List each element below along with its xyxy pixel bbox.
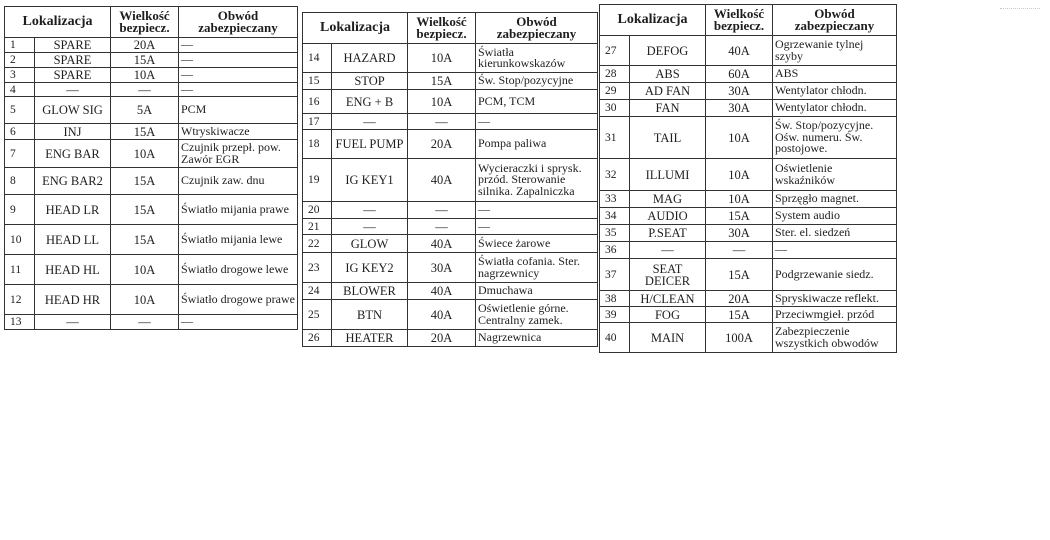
fuse-size: 15A bbox=[706, 208, 773, 225]
fuse-circuit: Wentylator chłodn. bbox=[773, 100, 897, 117]
fuse-number: 3 bbox=[5, 68, 35, 83]
fuse-number: 5 bbox=[5, 97, 35, 124]
fuse-circuit: Dmuchawa bbox=[476, 283, 598, 300]
fuse-row bbox=[303, 283, 598, 300]
fuse-location: MAG bbox=[630, 191, 706, 208]
header-circuit bbox=[179, 7, 298, 38]
fuse-row bbox=[5, 285, 298, 315]
fuse-size: 40A bbox=[408, 300, 476, 330]
fuse-circuit: Oświetlenie wskaźników bbox=[773, 159, 897, 191]
fuse-size: — bbox=[408, 114, 476, 130]
fuse-row bbox=[5, 225, 298, 255]
fuse-number: 31 bbox=[600, 117, 630, 159]
fuse-row bbox=[303, 159, 598, 202]
fuse-row bbox=[600, 117, 897, 159]
fuse-row bbox=[600, 100, 897, 117]
fuse-number: 40 bbox=[600, 323, 630, 353]
fuse-circuit: Oświetlenie górne. Centralny zamek. bbox=[476, 300, 598, 330]
header-circuit-line2: zabezpieczany bbox=[496, 26, 577, 41]
fuse-number: 4 bbox=[5, 83, 35, 97]
fuse-location: HEAD HL bbox=[35, 255, 111, 285]
fuse-circuit: — bbox=[476, 219, 598, 235]
fuse-circuit: Świece żarowe bbox=[476, 235, 598, 253]
header-location: Lokalizacja bbox=[5, 7, 111, 38]
fuse-number: 21 bbox=[303, 219, 332, 235]
fuse-size: 15A bbox=[111, 53, 179, 68]
fuse-number: 13 bbox=[5, 315, 35, 330]
fuse-size: 10A bbox=[408, 90, 476, 114]
fuse-number: 1 bbox=[5, 38, 35, 53]
fuse-number: 17 bbox=[303, 114, 332, 130]
header-circuit bbox=[773, 5, 897, 36]
fuse-size: 20A bbox=[408, 130, 476, 159]
fuse-circuit: Światło drogowe lewe bbox=[179, 255, 298, 285]
fuse-location: TAIL bbox=[630, 117, 706, 159]
fuse-number: 32 bbox=[600, 159, 630, 191]
fuse-location: — bbox=[332, 114, 408, 130]
fuse-row bbox=[600, 159, 897, 191]
fuse-number: 25 bbox=[303, 300, 332, 330]
fuse-size: 10A bbox=[408, 44, 476, 73]
header-location: Lokalizacja bbox=[600, 5, 706, 36]
fuse-location: DEFOG bbox=[630, 36, 706, 66]
fuse-size: 10A bbox=[706, 191, 773, 208]
fuse-circuit: — bbox=[179, 68, 298, 83]
fuse-circuit: System audio bbox=[773, 208, 897, 225]
fuse-location: ABS bbox=[630, 66, 706, 83]
fuse-size: 40A bbox=[408, 159, 476, 202]
fuse-circuit: Wentylator chłodn. bbox=[773, 83, 897, 100]
header-circuit-line1: Obwód bbox=[814, 5, 855, 21]
fuse-size: 15A bbox=[408, 73, 476, 90]
fuse-number: 29 bbox=[600, 83, 630, 100]
header-size-line2: bezpiecz. bbox=[416, 26, 467, 41]
fuse-circuit: Wycieraczki i sprysk. przód. Sterowanie silnika. Zapalniczka bbox=[476, 159, 598, 202]
fuse-location: STOP bbox=[332, 73, 408, 90]
header-circuit-line1: Obwód bbox=[516, 13, 557, 29]
fuse-size: — bbox=[111, 83, 179, 97]
fuse-size: 10A bbox=[706, 159, 773, 191]
fuse-row bbox=[600, 323, 897, 353]
header-size-line2: bezpiecz. bbox=[713, 18, 765, 33]
header-size-line2: bezpiecz. bbox=[119, 20, 170, 35]
fuse-location: ENG BAR2 bbox=[35, 168, 111, 195]
fuse-circuit: Zabezpieczenie wszystkich obwodów bbox=[773, 323, 897, 353]
fuse-circuit: Światło mijania prawe bbox=[179, 195, 298, 225]
fuse-location: AD FAN bbox=[630, 83, 706, 100]
fuse-row bbox=[5, 140, 298, 168]
fuse-location: SPARE bbox=[35, 53, 111, 68]
fuse-location: FAN bbox=[630, 100, 706, 117]
fuse-number: 28 bbox=[600, 66, 630, 83]
fuse-circuit: Spryskiwacze reflekt. bbox=[773, 291, 897, 307]
fuse-row bbox=[303, 235, 598, 253]
fuse-size: 10A bbox=[111, 285, 179, 315]
fuse-circuit: Pompa paliwa bbox=[476, 130, 598, 159]
header-location: Lokalizacja bbox=[303, 13, 408, 44]
fuse-circuit: Czujnik przepł. pow. Zawór EGR bbox=[179, 140, 298, 168]
fuse-circuit: — bbox=[476, 202, 598, 219]
fuse-size: 15A bbox=[706, 259, 773, 291]
fuse-circuit: Ster. el. siedzeń bbox=[773, 225, 897, 242]
fuse-number: 30 bbox=[600, 100, 630, 117]
fuse-row bbox=[600, 242, 897, 259]
fuse-circuit: — bbox=[179, 83, 298, 97]
fuse-circuit: Wtryskiwacze bbox=[179, 124, 298, 140]
fuse-row bbox=[600, 191, 897, 208]
fuse-size: 10A bbox=[111, 255, 179, 285]
fuse-row bbox=[600, 36, 897, 66]
fuse-number: 2 bbox=[5, 53, 35, 68]
fuse-row bbox=[303, 219, 598, 235]
fuse-location: FUEL PUMP bbox=[332, 130, 408, 159]
fuse-size: 15A bbox=[111, 124, 179, 140]
fuse-row bbox=[303, 253, 598, 283]
fuse-size: — bbox=[408, 202, 476, 219]
fuse-location: MAIN bbox=[630, 323, 706, 353]
fuse-row bbox=[600, 208, 897, 225]
fuse-location: P.SEAT bbox=[630, 225, 706, 242]
fuse-location: GLOW bbox=[332, 235, 408, 253]
fuse-location: HEATER bbox=[332, 330, 408, 347]
header-circuit-line1: Obwód bbox=[217, 7, 259, 23]
fuse-size: 20A bbox=[706, 291, 773, 307]
fuse-number: 11 bbox=[5, 255, 35, 285]
fuse-row bbox=[303, 330, 598, 347]
fuse-location: SEAT DEICER bbox=[630, 259, 706, 291]
fuse-size: — bbox=[408, 219, 476, 235]
fuse-size: 30A bbox=[408, 253, 476, 283]
fuse-row bbox=[5, 315, 298, 330]
fuse-location: HAZARD bbox=[332, 44, 408, 73]
fuse-row bbox=[303, 73, 598, 90]
fuse-circuit: — bbox=[773, 242, 897, 259]
fuse-location: IG KEY2 bbox=[332, 253, 408, 283]
fuse-location: — bbox=[35, 315, 111, 330]
fuse-size: 30A bbox=[706, 83, 773, 100]
header-circuit bbox=[476, 13, 598, 44]
fuse-location: IG KEY1 bbox=[332, 159, 408, 202]
fuse-location: SPARE bbox=[35, 68, 111, 83]
table-header-row bbox=[5, 7, 298, 38]
fuse-number: 15 bbox=[303, 73, 332, 90]
fuse-location: ENG BAR bbox=[35, 140, 111, 168]
fuse-location: HEAD LL bbox=[35, 225, 111, 255]
fuse-number: 36 bbox=[600, 242, 630, 259]
fuse-row bbox=[303, 300, 598, 330]
fuse-location: HEAD LR bbox=[35, 195, 111, 225]
fuse-circuit: Światło drogowe prawe bbox=[179, 285, 298, 315]
fuse-size: 5A bbox=[111, 97, 179, 124]
fuse-number: 27 bbox=[600, 36, 630, 66]
fuse-table-1 bbox=[4, 6, 298, 330]
fuse-size: 15A bbox=[706, 307, 773, 323]
fuse-number: 39 bbox=[600, 307, 630, 323]
fuse-circuit: — bbox=[476, 114, 598, 130]
fuse-number: 33 bbox=[600, 191, 630, 208]
fuse-location: HEAD HR bbox=[35, 285, 111, 315]
fuse-size: 30A bbox=[706, 225, 773, 242]
fuse-row bbox=[600, 307, 897, 323]
fuse-size: 100A bbox=[706, 323, 773, 353]
fuse-size: 60A bbox=[706, 66, 773, 83]
fuse-location: — bbox=[35, 83, 111, 97]
scan-speckle bbox=[1000, 8, 1040, 13]
fuse-location: — bbox=[332, 219, 408, 235]
fuse-location: GLOW SIG bbox=[35, 97, 111, 124]
fuse-size: — bbox=[706, 242, 773, 259]
fuse-row bbox=[600, 291, 897, 307]
fuse-number: 23 bbox=[303, 253, 332, 283]
fuse-row bbox=[303, 202, 598, 219]
fuse-size: 40A bbox=[706, 36, 773, 66]
fuse-size: 40A bbox=[408, 235, 476, 253]
fuse-circuit: Światło mijania lewe bbox=[179, 225, 298, 255]
fuse-row bbox=[600, 66, 897, 83]
fuse-number: 6 bbox=[5, 124, 35, 140]
fuse-circuit: Czujnik zaw. dnu bbox=[179, 168, 298, 195]
fuse-number: 14 bbox=[303, 44, 332, 73]
fuse-circuit: Św. Stop/pozycyjne bbox=[476, 73, 598, 90]
fuse-circuit: — bbox=[179, 315, 298, 330]
fuse-circuit: Sprzęgło magnet. bbox=[773, 191, 897, 208]
header-size-line1: Wielkość bbox=[119, 7, 170, 23]
fuse-circuit: Podgrzewanie siedz. bbox=[773, 259, 897, 291]
fuse-number: 34 bbox=[600, 208, 630, 225]
fuse-row bbox=[600, 225, 897, 242]
fuse-number: 18 bbox=[303, 130, 332, 159]
fuse-row bbox=[5, 255, 298, 285]
header-size bbox=[111, 7, 179, 38]
header-size-line1: Wielkość bbox=[416, 13, 467, 29]
table-header-row bbox=[303, 13, 598, 44]
fuse-size: 40A bbox=[408, 283, 476, 300]
fuse-size: 15A bbox=[111, 168, 179, 195]
fuse-row bbox=[5, 195, 298, 225]
fuse-row bbox=[5, 124, 298, 140]
fuse-row bbox=[5, 97, 298, 124]
fuse-circuit: PCM, TCM bbox=[476, 90, 598, 114]
fuse-row bbox=[5, 38, 298, 53]
fuse-row bbox=[303, 114, 598, 130]
fuse-size: 10A bbox=[111, 140, 179, 168]
fuse-number: 9 bbox=[5, 195, 35, 225]
fuse-circuit: — bbox=[179, 38, 298, 53]
fuse-number: 22 bbox=[303, 235, 332, 253]
fuse-row bbox=[5, 168, 298, 195]
fuse-location: AUDIO bbox=[630, 208, 706, 225]
fuse-number: 7 bbox=[5, 140, 35, 168]
fuse-location: BLOWER bbox=[332, 283, 408, 300]
fuse-size: 10A bbox=[706, 117, 773, 159]
fuse-table-2 bbox=[302, 12, 598, 347]
fuse-number: 24 bbox=[303, 283, 332, 300]
fuse-number: 38 bbox=[600, 291, 630, 307]
fuse-circuit: ABS bbox=[773, 66, 897, 83]
fuse-location: FOG bbox=[630, 307, 706, 323]
fuse-location: ENG + B bbox=[332, 90, 408, 114]
fuse-number: 10 bbox=[5, 225, 35, 255]
fuse-number: 37 bbox=[600, 259, 630, 291]
fuse-number: 8 bbox=[5, 168, 35, 195]
fuse-number: 35 bbox=[600, 225, 630, 242]
fuse-size: 20A bbox=[111, 38, 179, 53]
fuse-location: ILLUMI bbox=[630, 159, 706, 191]
fuse-circuit: Św. Stop/pozycyjne. Ośw. numeru. Św. postojowe. bbox=[773, 117, 897, 159]
header-size bbox=[408, 13, 476, 44]
fuse-circuit: — bbox=[179, 53, 298, 68]
fuse-number: 12 bbox=[5, 285, 35, 315]
fuse-circuit: Nagrzewnica bbox=[476, 330, 598, 347]
fuse-location: BTN bbox=[332, 300, 408, 330]
fuse-size: 15A bbox=[111, 225, 179, 255]
fuse-number: 16 bbox=[303, 90, 332, 114]
fuse-location: — bbox=[332, 202, 408, 219]
fuse-circuit: Światła cofania. Ster. nagrzewnicy bbox=[476, 253, 598, 283]
fuse-size: — bbox=[111, 315, 179, 330]
fuse-size: 15A bbox=[111, 195, 179, 225]
fuse-number: 19 bbox=[303, 159, 332, 202]
fuse-location: SPARE bbox=[35, 38, 111, 53]
header-size-line1: Wielkość bbox=[713, 5, 765, 21]
fuse-location: INJ bbox=[35, 124, 111, 140]
fuse-circuit: Przeciwmgieł. przód bbox=[773, 307, 897, 323]
fuse-row bbox=[5, 53, 298, 68]
fuse-location: — bbox=[630, 242, 706, 259]
fuse-location: H/CLEAN bbox=[630, 291, 706, 307]
fuse-circuit: Ogrzewanie tylnej szyby bbox=[773, 36, 897, 66]
header-circuit-line2: zabezpieczany bbox=[794, 18, 875, 33]
fuse-number: 26 bbox=[303, 330, 332, 347]
fuse-row bbox=[303, 44, 598, 73]
header-size bbox=[706, 5, 773, 36]
fuse-row bbox=[5, 68, 298, 83]
fuse-table-3 bbox=[599, 4, 897, 353]
fuse-size: 30A bbox=[706, 100, 773, 117]
fuse-row bbox=[303, 130, 598, 159]
table-header-row bbox=[600, 5, 897, 36]
fuse-size: 20A bbox=[408, 330, 476, 347]
fuse-circuit: PCM bbox=[179, 97, 298, 124]
fuse-row bbox=[600, 259, 897, 291]
fuse-row bbox=[600, 83, 897, 100]
fuse-row bbox=[303, 90, 598, 114]
fuse-number: 20 bbox=[303, 202, 332, 219]
fuse-size: 10A bbox=[111, 68, 179, 83]
fuse-circuit: Światła kierunkowskazów bbox=[476, 44, 598, 73]
fuse-row bbox=[5, 83, 298, 97]
header-circuit-line2: zabezpieczany bbox=[198, 20, 278, 35]
